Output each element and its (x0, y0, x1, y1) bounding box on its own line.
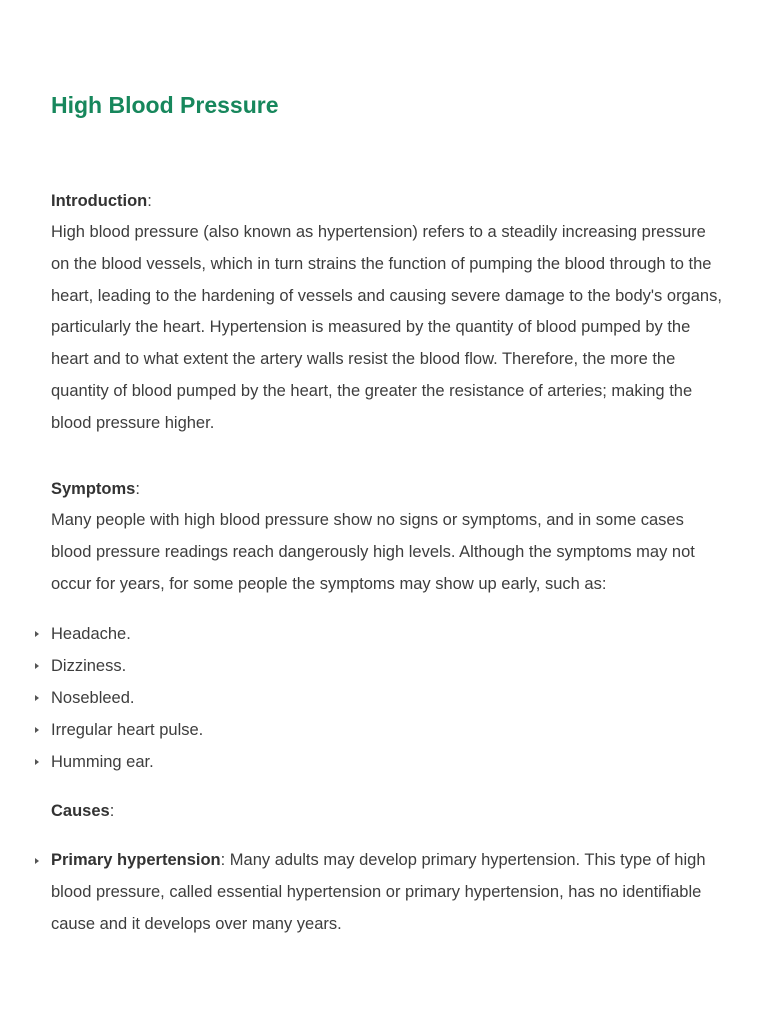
symptom-label: Dizziness. (51, 657, 127, 675)
bullet-icon (35, 631, 39, 637)
bullet-icon (35, 727, 39, 733)
cause-description: : Many adults may develop primary hypertension. This type of high blood pressure, called essential hypertension or primary hypertension, has no identifiable cause and it develops over many years. (51, 851, 706, 933)
causes-list (0, 845, 740, 940)
introduction-paragraph: High blood pressure (also known as hypertension) refers to a steadily increasing pressure on the blood vessels, which in turn strains the function of pumping the blood through to the heart, leading to the hardening of vessels and causing severe damage to the body's organs, particularly the heart. Hypertension is measured by the quantity of blood pumped by the heart and to what extent the artery walls resist the blood flow. Therefore, the more the quantity of blood pumped by the heart, the greater the resistance of arteries; making the blood pressure higher. (51, 223, 722, 432)
symptoms-list (0, 618, 740, 778)
bullet-icon (35, 858, 39, 864)
symptoms-paragraph: Many people with high blood pressure show no signs or symptoms, and in some cases blood pressure readings reach dangerously high levels. Although the symptoms may not occur for years, for some people the symptoms may show up early, such as: (51, 511, 695, 593)
symptoms-heading-label: Symptoms (51, 480, 136, 498)
list-item (0, 650, 740, 682)
causes-heading-colon: : (109, 802, 115, 820)
causes-heading-label: Causes (51, 802, 110, 820)
cause-title: Primary hypertension (51, 851, 221, 869)
symptom-label: Humming ear. (51, 753, 154, 771)
list-item (0, 746, 740, 778)
symptom-label: Irregular heart pulse. (51, 721, 204, 739)
introduction-heading-colon: : (147, 192, 152, 210)
introduction-heading-label: Introduction (51, 192, 148, 210)
causes-heading (51, 800, 114, 822)
bullet-icon (35, 663, 39, 669)
symptoms-heading-colon: : (135, 480, 140, 498)
page-title: High Blood Pressure (51, 92, 279, 118)
symptom-label: Nosebleed. (51, 689, 135, 707)
bullet-icon (35, 695, 39, 701)
bullet-icon (35, 759, 39, 765)
symptom-label: Headache. (51, 625, 131, 643)
introduction-heading (51, 190, 152, 212)
list-item (0, 845, 723, 940)
list-item (0, 714, 740, 746)
list-item (0, 682, 740, 714)
symptoms-heading (51, 478, 140, 500)
list-item (0, 618, 740, 650)
